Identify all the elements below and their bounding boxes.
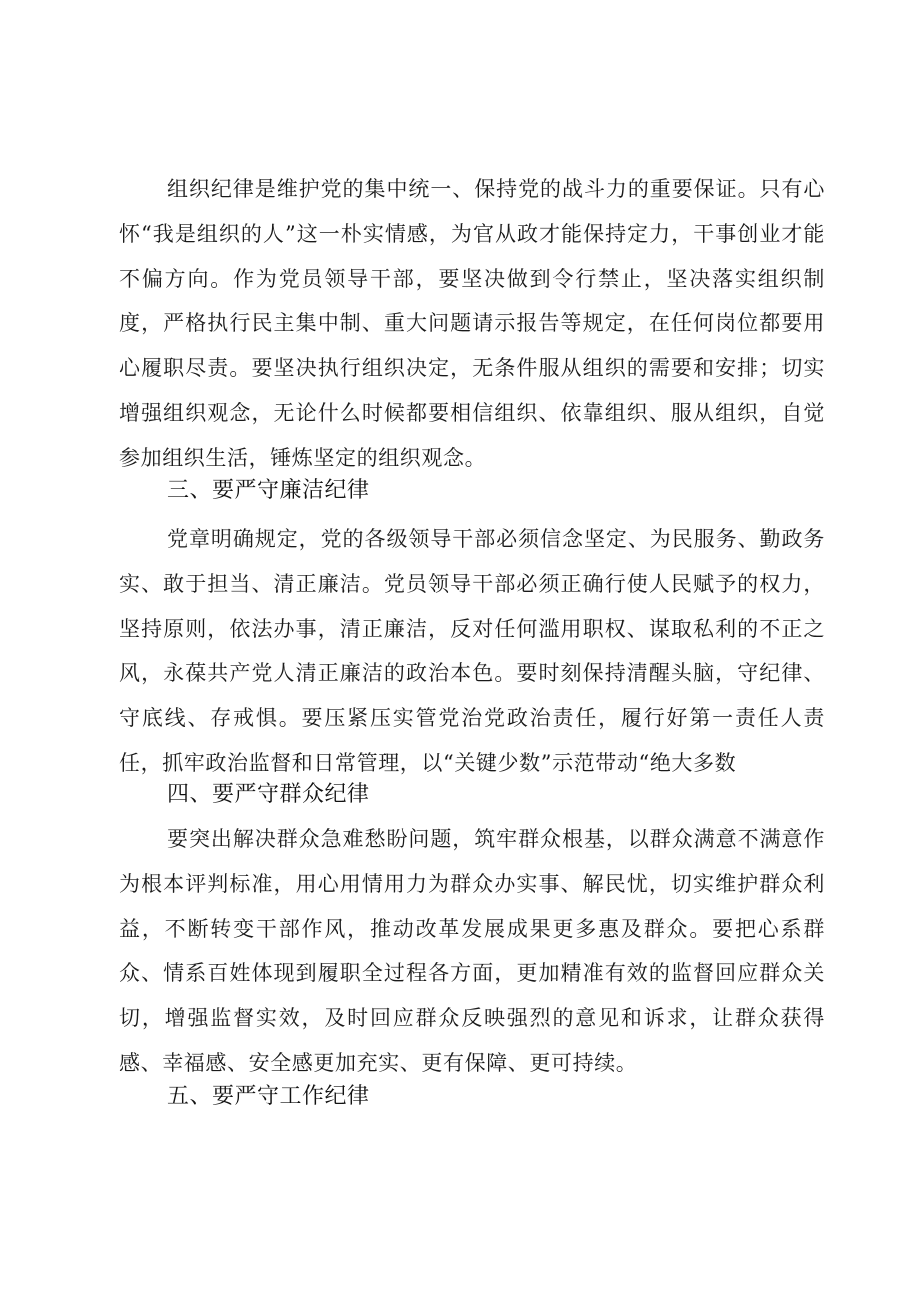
paragraph-mass-discipline bbox=[119, 817, 825, 1086]
paragraph-text: 要突出解决群众急难愁盼问题，筑牢群众根基，以群众满意不满意作为根本评判标准，用心用情用力为群众办实事、解民忧，切实维护群众利益，不断转变干部作风，推动改革发展成果更多惠及群众。要把心系群众、情系百姓体现到履职全过程各方面，更加精准有效的监督回应群众关切，增强监督实效，及时回应群众反映强烈的意见和诉求，让群众获得感、幸福感、安全感更加充实、更有保障、更可持续。 bbox=[119, 827, 825, 1075]
section-heading-integrity-discipline: 三、要严守廉洁纪律 bbox=[167, 478, 370, 503]
paragraph-integrity-discipline bbox=[119, 517, 825, 786]
section-heading-mass-discipline: 四、要严守群众纪律 bbox=[167, 782, 370, 807]
paragraph-organization-discipline bbox=[119, 167, 825, 481]
paragraph-text: 党章明确规定，党的各级领导干部必须信念坚定、为民服务、勤政务实、敢于担当、清正廉洁。党员领导干部必须正确行使人民赋予的权力，坚持原则，依法办事，清正廉洁，反对任何滥用职权、谋取私利的不正之风，永葆共产党人清正廉洁的政治本色。要时刻保持清醒头脑，守纪律、守底线、存戒惧。要压紧压实管党治党政治责任，履行好第一责任人责任，抓牢政治监督和日常管理，以“关键少数”示范带动“绝大多数 bbox=[119, 527, 825, 775]
section-heading-work-discipline: 五、要严守工作纪律 bbox=[167, 1084, 370, 1109]
paragraph-text: 组织纪律是维护党的集中统一、保持党的战斗力的重要保证。只有心怀“我是组织的人”这一朴实情感，为官从政才能保持定力，干事创业才能不偏方向。作为党员领导干部，要坚决做到令行禁止，坚决落实组织制度，严格执行民主集中制、重大问题请示报告等规定，在任何岗位都要用心履职尽责。要坚决执行组织决定，无条件服从组织的需要和安排；切实增强组织观念，无论什么时候都要相信组织、依靠组织、服从组织，自觉参加组织生活，锤炼坚定的组织观念。 bbox=[119, 177, 825, 470]
